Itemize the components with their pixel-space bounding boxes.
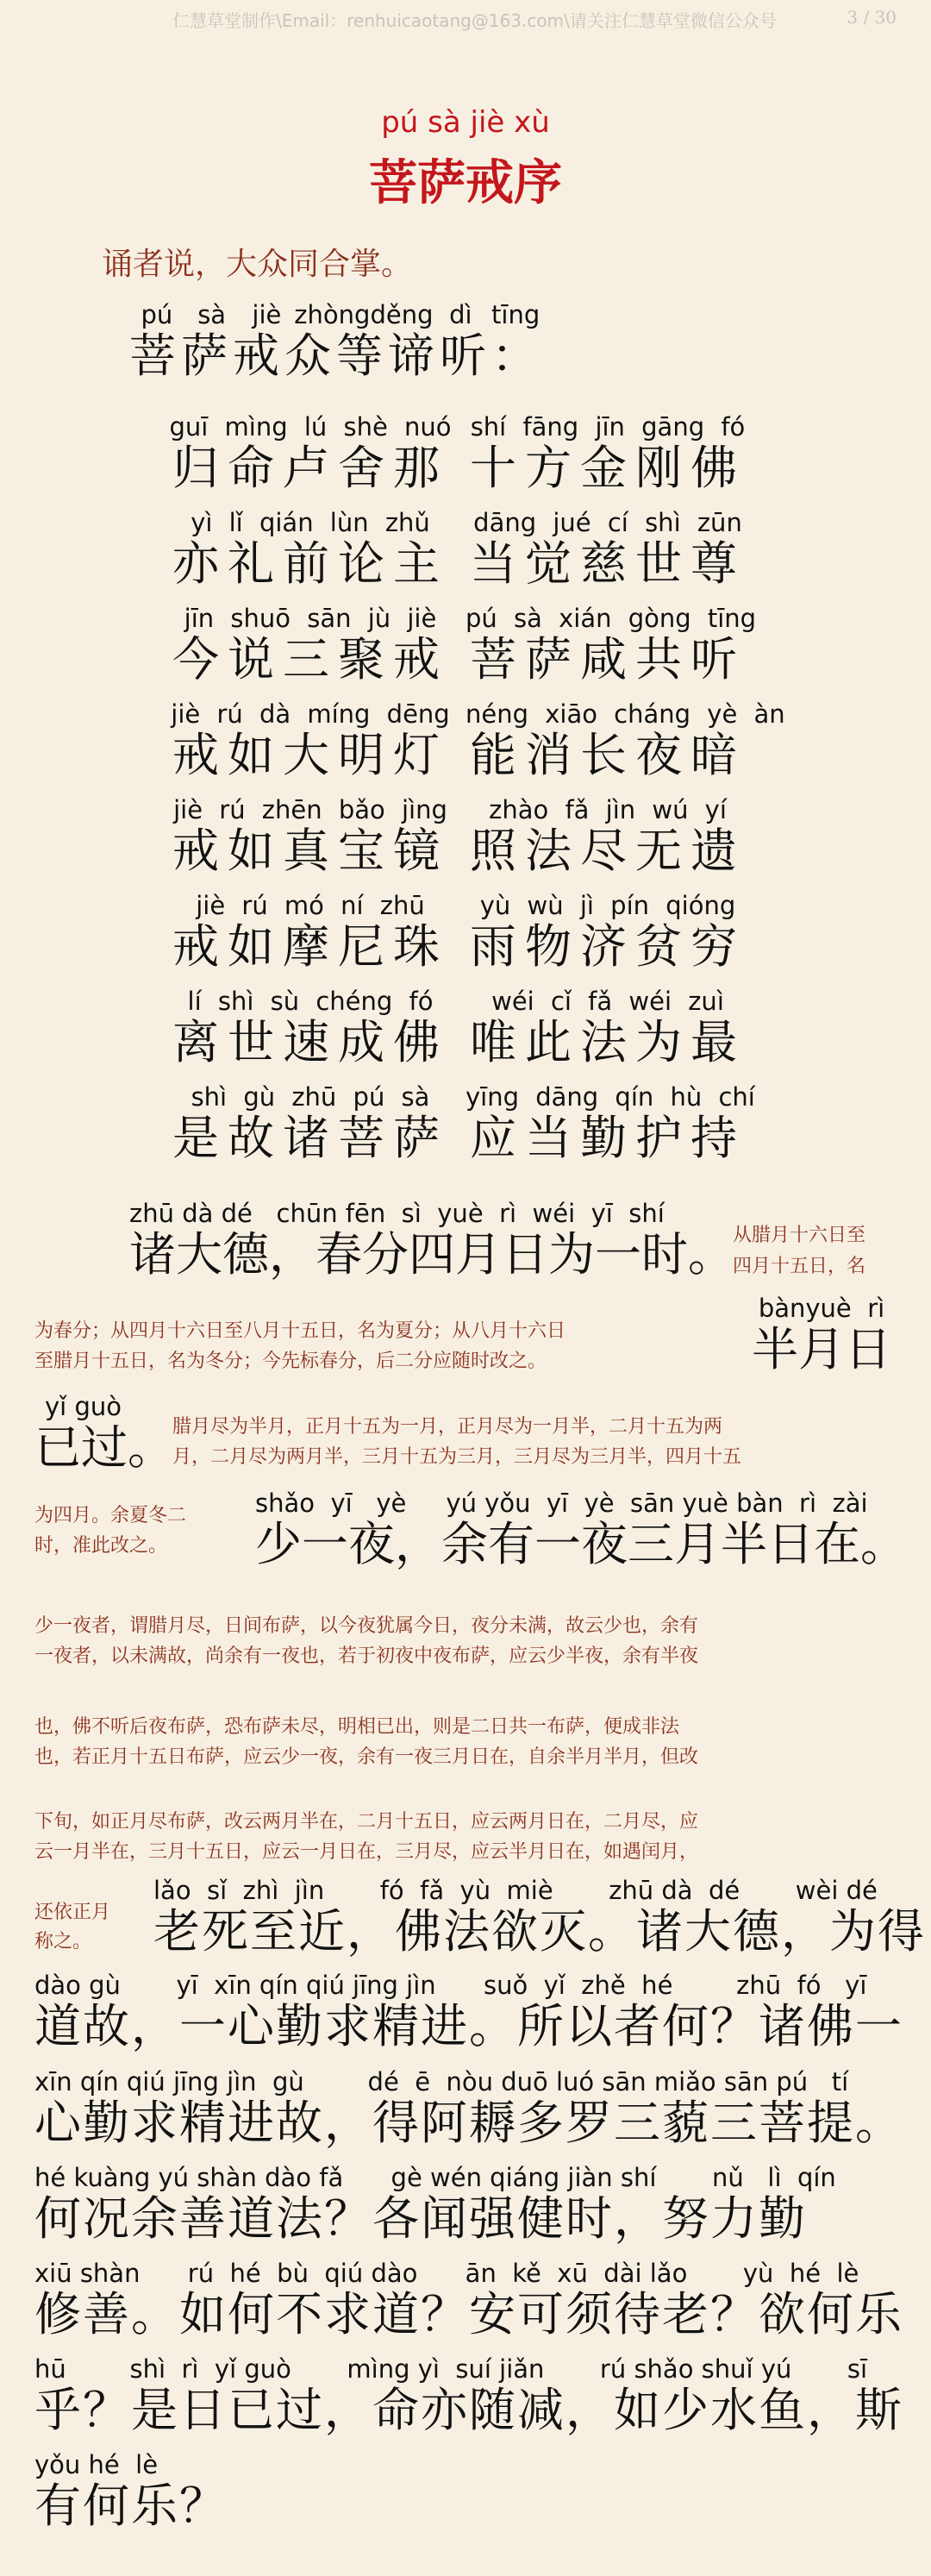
pinyin: yǒu hé lè	[34, 2450, 159, 2479]
pinyin	[129, 300, 543, 329]
pinyin: xīn qín qiú jīng jìn gù dé ē nòu duō luó sān miǎo sān pú tí	[34, 2067, 849, 2097]
verse-1-half-2	[466, 412, 750, 495]
note-3-end-a: 还依正月	[34, 1902, 111, 1923]
page-number: 3 / 30	[847, 7, 897, 28]
pinyin: lǎo sǐ zhì jìn fó fǎ yù miè zhū dà dé wèi dé	[153, 1876, 878, 1905]
pinyin: jīn shuō sān jù jiè	[184, 604, 437, 633]
note-1c: 为春分；从四月十六日至八月十五日，名为夏分；从八月十六日	[34, 1320, 566, 1342]
verse-4-half-2	[466, 699, 785, 782]
pinyin: dào gù yī xīn qín qiú jīng jìn suǒ yǐ zhě hé zhū fó yī	[34, 1971, 867, 2000]
page-header	[0, 7, 931, 41]
syllable: pú	[141, 300, 173, 329]
hanzi: 归命卢舍那	[172, 441, 448, 495]
pinyin: pú sà xián gòng tīng	[466, 604, 757, 633]
syllable: dì	[449, 300, 472, 329]
verse-heading	[129, 300, 543, 383]
hanzi: 当觉慈世尊	[470, 536, 746, 591]
hanzi: 半月日	[752, 1322, 891, 1376]
verse-3-half-2	[466, 604, 757, 686]
page-title: 菩萨戒序	[369, 154, 562, 211]
para-p7	[34, 2067, 903, 2150]
hanzi: 能消长夜暗	[470, 728, 746, 782]
verse-5-half-2	[466, 795, 750, 878]
para-p10	[34, 2354, 903, 2437]
note-1d: 至腊月十五日，名为冬分；今先标春分，后二分应随时改之。	[34, 1351, 547, 1372]
pinyin: yīng dāng qín hù chí	[466, 1082, 755, 1112]
hanzi: 已过。	[34, 1420, 174, 1475]
intro-text: 诵者说，大众同合掌。	[102, 247, 413, 282]
hanzi: 心勤求精进故，得阿耨多罗三藐三菩提。	[34, 2096, 903, 2150]
hanzi: 亦礼前论主	[172, 536, 448, 591]
hanzi: 老死至近，佛法欲灭。诸大德，为得	[153, 1904, 926, 1959]
hanzi: 戒如真宝镜	[172, 824, 448, 878]
note-1b: 四月十五日，名	[733, 1256, 866, 1277]
syllable: zhòng	[294, 300, 371, 329]
hanzi: 乎？是日已过，命亦随减，如少水鱼，斯	[34, 2383, 903, 2437]
para-2	[752, 1294, 891, 1376]
pinyin: yǐ guò	[45, 1392, 122, 1421]
pinyin: wéi cǐ fǎ wéi zuì	[491, 987, 724, 1016]
hanzi: 十方金刚佛	[470, 441, 746, 495]
note-2c: 为四月。余夏冬二	[34, 1505, 187, 1526]
pinyin: bànyuè rì	[758, 1294, 885, 1323]
note-2d: 时，准此改之。	[34, 1535, 168, 1557]
hanzi: 今说三聚戒	[172, 632, 448, 686]
pinyin: zhū dà dé chūn fēn sì yuè rì wéi yī shí	[129, 1199, 665, 1228]
hanzi: 戒如大明灯	[172, 728, 448, 782]
syllable: jiè	[252, 300, 282, 329]
note-3-line: 也，佛不听后夜布萨，恐布萨未尽，明相已出，则是二日共一布萨，便成非法	[34, 1716, 680, 1738]
hanzi: 是故诸菩萨	[172, 1111, 448, 1165]
title-pinyin: pú sà jiè xù	[381, 105, 550, 140]
hanzi: 照法尽无遗	[470, 824, 746, 878]
verse-8-half-1	[168, 1082, 453, 1165]
note-3-end-b: 称之。	[34, 1931, 92, 1952]
verse-6-half-2	[466, 891, 750, 974]
para-1	[129, 1199, 734, 1282]
pinyin: néng xiāo cháng yè àn	[466, 699, 785, 729]
pinyin: shí fāng jīn gāng fó	[470, 412, 746, 442]
syllable: děng	[370, 300, 434, 329]
header-credit: 仁慧草堂制作\Email：renhuicaotang@163.com\请关注仁慧草堂微信公众号	[172, 10, 777, 31]
note-3-line: 下旬，如正月尽布萨，改云两月半在，二月十五日，应云两月日在，二月尽，应	[34, 1811, 699, 1833]
verse-8-half-2	[466, 1082, 755, 1165]
hanzi: 雨物济贫穷	[470, 919, 746, 974]
hanzi: 有何乐？	[34, 2479, 228, 2533]
note-3-line: 少一夜者，谓腊月尽，日间布萨，以今夜犹属今日，夜分未满，故云少也，余有	[34, 1615, 699, 1637]
verse-5-half-1	[168, 795, 453, 878]
pinyin: hū shì rì yǐ guò mìng yì suí jiǎn rú shǎo shuǐ yú sī	[34, 2354, 868, 2384]
note-3-line: 一夜者，以未满故，尚余有一夜也，若于初夜中夜布萨，应云少半夜，余有半夜	[34, 1645, 699, 1667]
syllable: tīng	[491, 300, 540, 329]
hanzi: 唯此法为最	[470, 1015, 746, 1069]
verse-7-half-2	[466, 987, 750, 1069]
verse-3-half-1	[168, 604, 453, 686]
para-p6	[34, 1971, 903, 2053]
para-p5	[153, 1876, 926, 1959]
verse-4-half-1	[168, 699, 453, 782]
para-p9	[34, 2259, 903, 2341]
pinyin: hé kuàng yú shàn dào fǎ gè wén qiáng jiàn shí nǔ lì qín	[34, 2163, 836, 2192]
hanzi: 应当勤护持	[470, 1111, 746, 1165]
note-1a: 从腊月十六日至	[733, 1225, 866, 1246]
verse-7-half-1	[168, 987, 453, 1069]
para-3	[34, 1392, 174, 1475]
verse-2-half-2	[466, 508, 750, 591]
pinyin: guī mìng lú shè nuó	[169, 412, 452, 442]
note-2a: 腊月尽为半月，正月十五为一月，正月尽为一月半，二月十五为两	[172, 1416, 723, 1438]
pinyin: shì gù zhū pú sà	[191, 1082, 430, 1112]
hanzi: 离世速成佛	[172, 1015, 448, 1069]
pinyin: xiū shàn rú hé bù qiú dào ān kě xū dài lǎo yù hé lè	[34, 2259, 859, 2288]
hanzi: 少一夜，余有一夜三月半日在。	[255, 1517, 907, 1571]
pinyin: dāng jué cí shì zūn	[473, 508, 742, 537]
hanzi: 修善。如何不求道？安可须待老？欲何乐	[34, 2287, 903, 2341]
hanzi: 菩萨咸共听	[470, 632, 746, 686]
note-3-line: 云一月半在，三月十五日，应云一月日在，三月尽，应云半月日在，如遇闰月，	[34, 1841, 699, 1863]
note-3-line: 也，若正月十五日布萨，应云少一夜，余有一夜三月日在，自余半月半月，但改	[34, 1746, 699, 1768]
hanzi: 道故，一心勤求精进。所以者何？诸佛一	[34, 1999, 903, 2053]
para-4	[255, 1489, 907, 1571]
hanzi: 诸大德，春分四月日为一时。	[129, 1227, 734, 1282]
note-2b: 月，二月尽为两月半，三月十五为三月，三月尽为三月半，四月十五	[172, 1446, 742, 1468]
hanzi: 戒如摩尼珠	[172, 919, 448, 974]
pinyin: zhào fǎ jìn wú yí	[489, 795, 727, 824]
pinyin: jiè rú zhēn bǎo jìng	[173, 795, 447, 824]
verse-2-half-1	[168, 508, 453, 591]
pinyin: lí shì sù chéng fó	[187, 987, 434, 1016]
verse-1-half-1	[168, 412, 453, 495]
pinyin: shǎo yī yè yú yǒu yī yè sān yuè bàn rì zài	[255, 1489, 868, 1518]
verse-6-half-1	[168, 891, 453, 974]
pinyin: yì lǐ qián lùn zhǔ	[191, 508, 430, 537]
para-p8	[34, 2163, 836, 2246]
para-p11	[34, 2450, 228, 2533]
pinyin: yù wù jì pín qióng	[479, 891, 736, 920]
hanzi: 菩萨戒众等谛听：	[129, 329, 543, 383]
hanzi: 何况余善道法？各闻强健时，努力勤	[34, 2191, 807, 2246]
syllable: sà	[197, 300, 227, 329]
pinyin: jiè rú dà míng dēng	[171, 699, 450, 729]
pinyin: jiè rú mó ní zhū	[196, 891, 425, 920]
